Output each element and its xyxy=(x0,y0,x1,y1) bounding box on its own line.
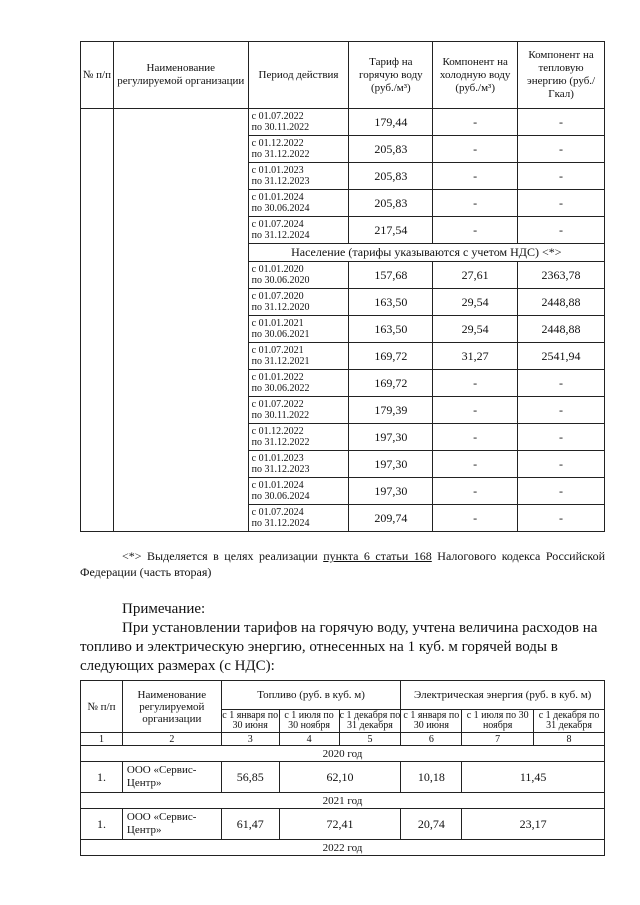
fuel-jul-dec: 62,10 xyxy=(279,762,401,793)
period-to: по 31.12.2023 xyxy=(251,464,310,475)
hot-water-tariff: 157,68 xyxy=(349,262,433,289)
cost-header-fuel-p2: с 1 июля по 30 ноября xyxy=(279,710,339,733)
elec-jul-dec: 11,45 xyxy=(462,762,605,793)
table-row xyxy=(81,809,605,840)
header-org: Наименование регулируемой организации xyxy=(113,42,248,109)
period-to: по 30.06.2021 xyxy=(251,329,310,340)
tariff-header-row xyxy=(81,42,605,109)
cold-water-component: - xyxy=(433,478,518,505)
hot-water-tariff: 197,30 xyxy=(349,478,433,505)
period-from: с 01.07.2024 xyxy=(251,219,304,230)
row-num: 1. xyxy=(81,762,123,793)
cold-water-component: - xyxy=(433,424,518,451)
period-from: с 01.01.2024 xyxy=(251,480,304,491)
heat-component: 2363,78 xyxy=(518,262,605,289)
cost-header-org: Наименование регулируемой организации xyxy=(122,681,221,733)
cost-header-elec-p1: с 1 января по 30 июня xyxy=(401,710,462,733)
tariff-table xyxy=(80,41,605,532)
hot-water-tariff: 209,74 xyxy=(349,505,433,532)
heat-component: - xyxy=(518,217,605,244)
row-org: ООО «Сервис-Центр» xyxy=(122,809,221,840)
hot-water-tariff: 179,44 xyxy=(349,109,433,136)
hot-water-tariff: 179,39 xyxy=(349,397,433,424)
cold-water-component: - xyxy=(433,505,518,532)
period-to: по 31.12.2021 xyxy=(251,356,310,367)
col-index: 2 xyxy=(122,733,221,746)
cost-body xyxy=(81,733,605,856)
period-to: по 31.12.2024 xyxy=(251,518,310,529)
footnote xyxy=(80,548,605,580)
cold-water-component: 27,61 xyxy=(433,262,518,289)
heat-component: - xyxy=(518,505,605,532)
heat-component: 2448,88 xyxy=(518,316,605,343)
cost-header-fuel-p3: с 1 декабря по 31 декабря xyxy=(339,710,401,731)
col-index: 5 xyxy=(339,733,401,746)
period-cell xyxy=(248,190,349,217)
elec-jan-jun: 10,18 xyxy=(401,762,462,793)
period-cell xyxy=(248,343,349,370)
header-hot-water: Тариф на горячую воду (руб./м³) xyxy=(349,42,433,109)
period-cell xyxy=(248,109,349,136)
header-heat: Компонент на тепловую энергию (руб./Гкал) xyxy=(518,42,605,109)
period-cell xyxy=(248,370,349,397)
period-from: с 01.01.2022 xyxy=(251,372,304,383)
col-index: 3 xyxy=(221,733,279,746)
hot-water-tariff: 205,83 xyxy=(349,136,433,163)
col-index: 4 xyxy=(279,733,339,746)
cold-water-component: - xyxy=(433,109,518,136)
period-cell xyxy=(248,217,349,244)
cold-water-component: - xyxy=(433,190,518,217)
period-from: с 01.07.2020 xyxy=(251,291,304,302)
heat-component: - xyxy=(518,370,605,397)
header-num: № п/п xyxy=(81,42,114,109)
footnote-text-after: Налогового кодекса Российской Федерации (часть вторая) xyxy=(80,549,605,579)
period-to: по 31.12.2020 xyxy=(251,302,310,313)
year-label: 2021 год xyxy=(81,793,605,809)
period-to: по 30.06.2020 xyxy=(251,275,310,286)
heat-component: - xyxy=(518,136,605,163)
elec-jan-jun: 20,74 xyxy=(401,809,462,840)
fuel-jan-jun: 56,85 xyxy=(221,762,279,793)
tariff-body xyxy=(81,109,605,532)
period-to: по 30.11.2022 xyxy=(251,122,310,133)
period-to: по 30.06.2024 xyxy=(251,491,310,502)
year-row xyxy=(81,840,605,856)
table-row xyxy=(81,109,605,136)
period-to: по 31.12.2022 xyxy=(251,149,310,160)
cost-header-fuel: Топливо (руб. в куб. м) xyxy=(221,681,401,710)
year-label: 2020 год xyxy=(81,746,605,762)
heat-component: - xyxy=(518,424,605,451)
note-title: Примечание: xyxy=(122,601,206,617)
hot-water-tariff: 197,30 xyxy=(349,451,433,478)
period-to: по 30.06.2024 xyxy=(251,203,310,214)
period-cell xyxy=(248,136,349,163)
heat-component: 2448,88 xyxy=(518,289,605,316)
cost-header-elec-p3: с 1 декабря по 31 декабря xyxy=(534,710,605,733)
period-to: по 30.11.2022 xyxy=(251,410,310,421)
cost-header-electricity: Электрическая энергия (руб. в куб. м) xyxy=(401,681,605,710)
period-cell xyxy=(248,478,349,505)
period-from: с 01.07.2024 xyxy=(251,507,304,518)
org-cell-empty xyxy=(113,109,248,532)
hot-water-tariff: 217,54 xyxy=(349,217,433,244)
table-row xyxy=(81,762,605,793)
note-body: При установлении тарифов на горячую воду, учтена величина расходов на топливо и электрическую энергию, отнесенных на 1 куб. м горячей воды в следующих размерах (с НДС): xyxy=(80,620,598,674)
fuel-jan-jun: 61,47 xyxy=(221,809,279,840)
col-index: 8 xyxy=(534,733,605,746)
period-to: по 31.12.2024 xyxy=(251,230,310,241)
hot-water-tariff: 205,83 xyxy=(349,190,433,217)
period-from: с 01.07.2022 xyxy=(251,111,304,122)
cold-water-component: 31,27 xyxy=(433,343,518,370)
period-to: по 30.06.2022 xyxy=(251,383,310,394)
period-cell xyxy=(248,289,349,316)
cost-header-row-1 xyxy=(81,681,605,710)
period-from: с 01.07.2022 xyxy=(251,399,304,410)
heat-component: - xyxy=(518,163,605,190)
heat-component: - xyxy=(518,109,605,136)
footnote-marker: <*> xyxy=(122,549,142,563)
hot-water-tariff: 163,50 xyxy=(349,289,433,316)
hot-water-tariff: 205,83 xyxy=(349,163,433,190)
cost-header-elec-p2: с 1 июля по 30 ноября xyxy=(462,710,534,733)
period-cell xyxy=(248,397,349,424)
hot-water-tariff: 163,50 xyxy=(349,316,433,343)
period-cell xyxy=(248,163,349,190)
fuel-jul-dec: 72,41 xyxy=(279,809,401,840)
period-from: с 01.12.2022 xyxy=(251,426,304,437)
cold-water-component: - xyxy=(433,370,518,397)
cold-water-component: - xyxy=(433,136,518,163)
year-row xyxy=(81,746,605,762)
population-label: Население (тарифы указываются с учетом НДС) <*> xyxy=(248,244,604,262)
cost-table xyxy=(80,680,605,856)
period-cell xyxy=(248,451,349,478)
period-cell xyxy=(248,262,349,289)
period-to: по 31.12.2023 xyxy=(251,176,310,187)
heat-component: - xyxy=(518,190,605,217)
footnote-text-before: Выделяется в целях реализации xyxy=(147,549,318,563)
period-from: с 01.12.2022 xyxy=(251,138,304,149)
row-num: 1. xyxy=(81,809,123,840)
year-label: 2022 год xyxy=(81,840,605,856)
num-cell-empty xyxy=(81,109,114,532)
hot-water-tariff: 169,72 xyxy=(349,370,433,397)
period-from: с 01.01.2023 xyxy=(251,165,304,176)
heat-component: - xyxy=(518,397,605,424)
col-index: 1 xyxy=(81,733,123,746)
cost-header-num: № п/п xyxy=(81,681,123,733)
col-index: 6 xyxy=(401,733,462,746)
year-row xyxy=(81,793,605,809)
period-from: с 01.01.2021 xyxy=(251,318,304,329)
hot-water-tariff: 169,72 xyxy=(349,343,433,370)
header-period: Период действия xyxy=(248,42,349,109)
hot-water-tariff: 197,30 xyxy=(349,424,433,451)
period-to: по 31.12.2022 xyxy=(251,437,310,448)
period-cell xyxy=(248,505,349,532)
period-from: с 01.01.2023 xyxy=(251,453,304,464)
cold-water-component: - xyxy=(433,397,518,424)
cold-water-component: 29,54 xyxy=(433,289,518,316)
cold-water-component: - xyxy=(433,217,518,244)
header-cold-water: Компонент на холодную воду (руб./м³) xyxy=(433,42,518,109)
period-from: с 01.07.2021 xyxy=(251,345,304,356)
heat-component: 2541,94 xyxy=(518,343,605,370)
period-cell xyxy=(248,316,349,343)
footnote-link[interactable]: пункта 6 статьи 168 xyxy=(323,549,432,563)
heat-component: - xyxy=(518,478,605,505)
col-index: 7 xyxy=(462,733,534,746)
period-from: с 01.01.2024 xyxy=(251,192,304,203)
cost-header-fuel-p1: с 1 января по 30 июня xyxy=(222,710,279,731)
column-index-row xyxy=(81,733,605,746)
cold-water-component: - xyxy=(433,451,518,478)
period-from: с 01.01.2020 xyxy=(251,264,304,275)
cold-water-component: - xyxy=(433,163,518,190)
cold-water-component: 29,54 xyxy=(433,316,518,343)
heat-component: - xyxy=(518,451,605,478)
period-cell xyxy=(248,424,349,451)
elec-jul-dec: 23,17 xyxy=(462,809,605,840)
row-org: ООО «Сервис-Центр» xyxy=(122,762,221,793)
